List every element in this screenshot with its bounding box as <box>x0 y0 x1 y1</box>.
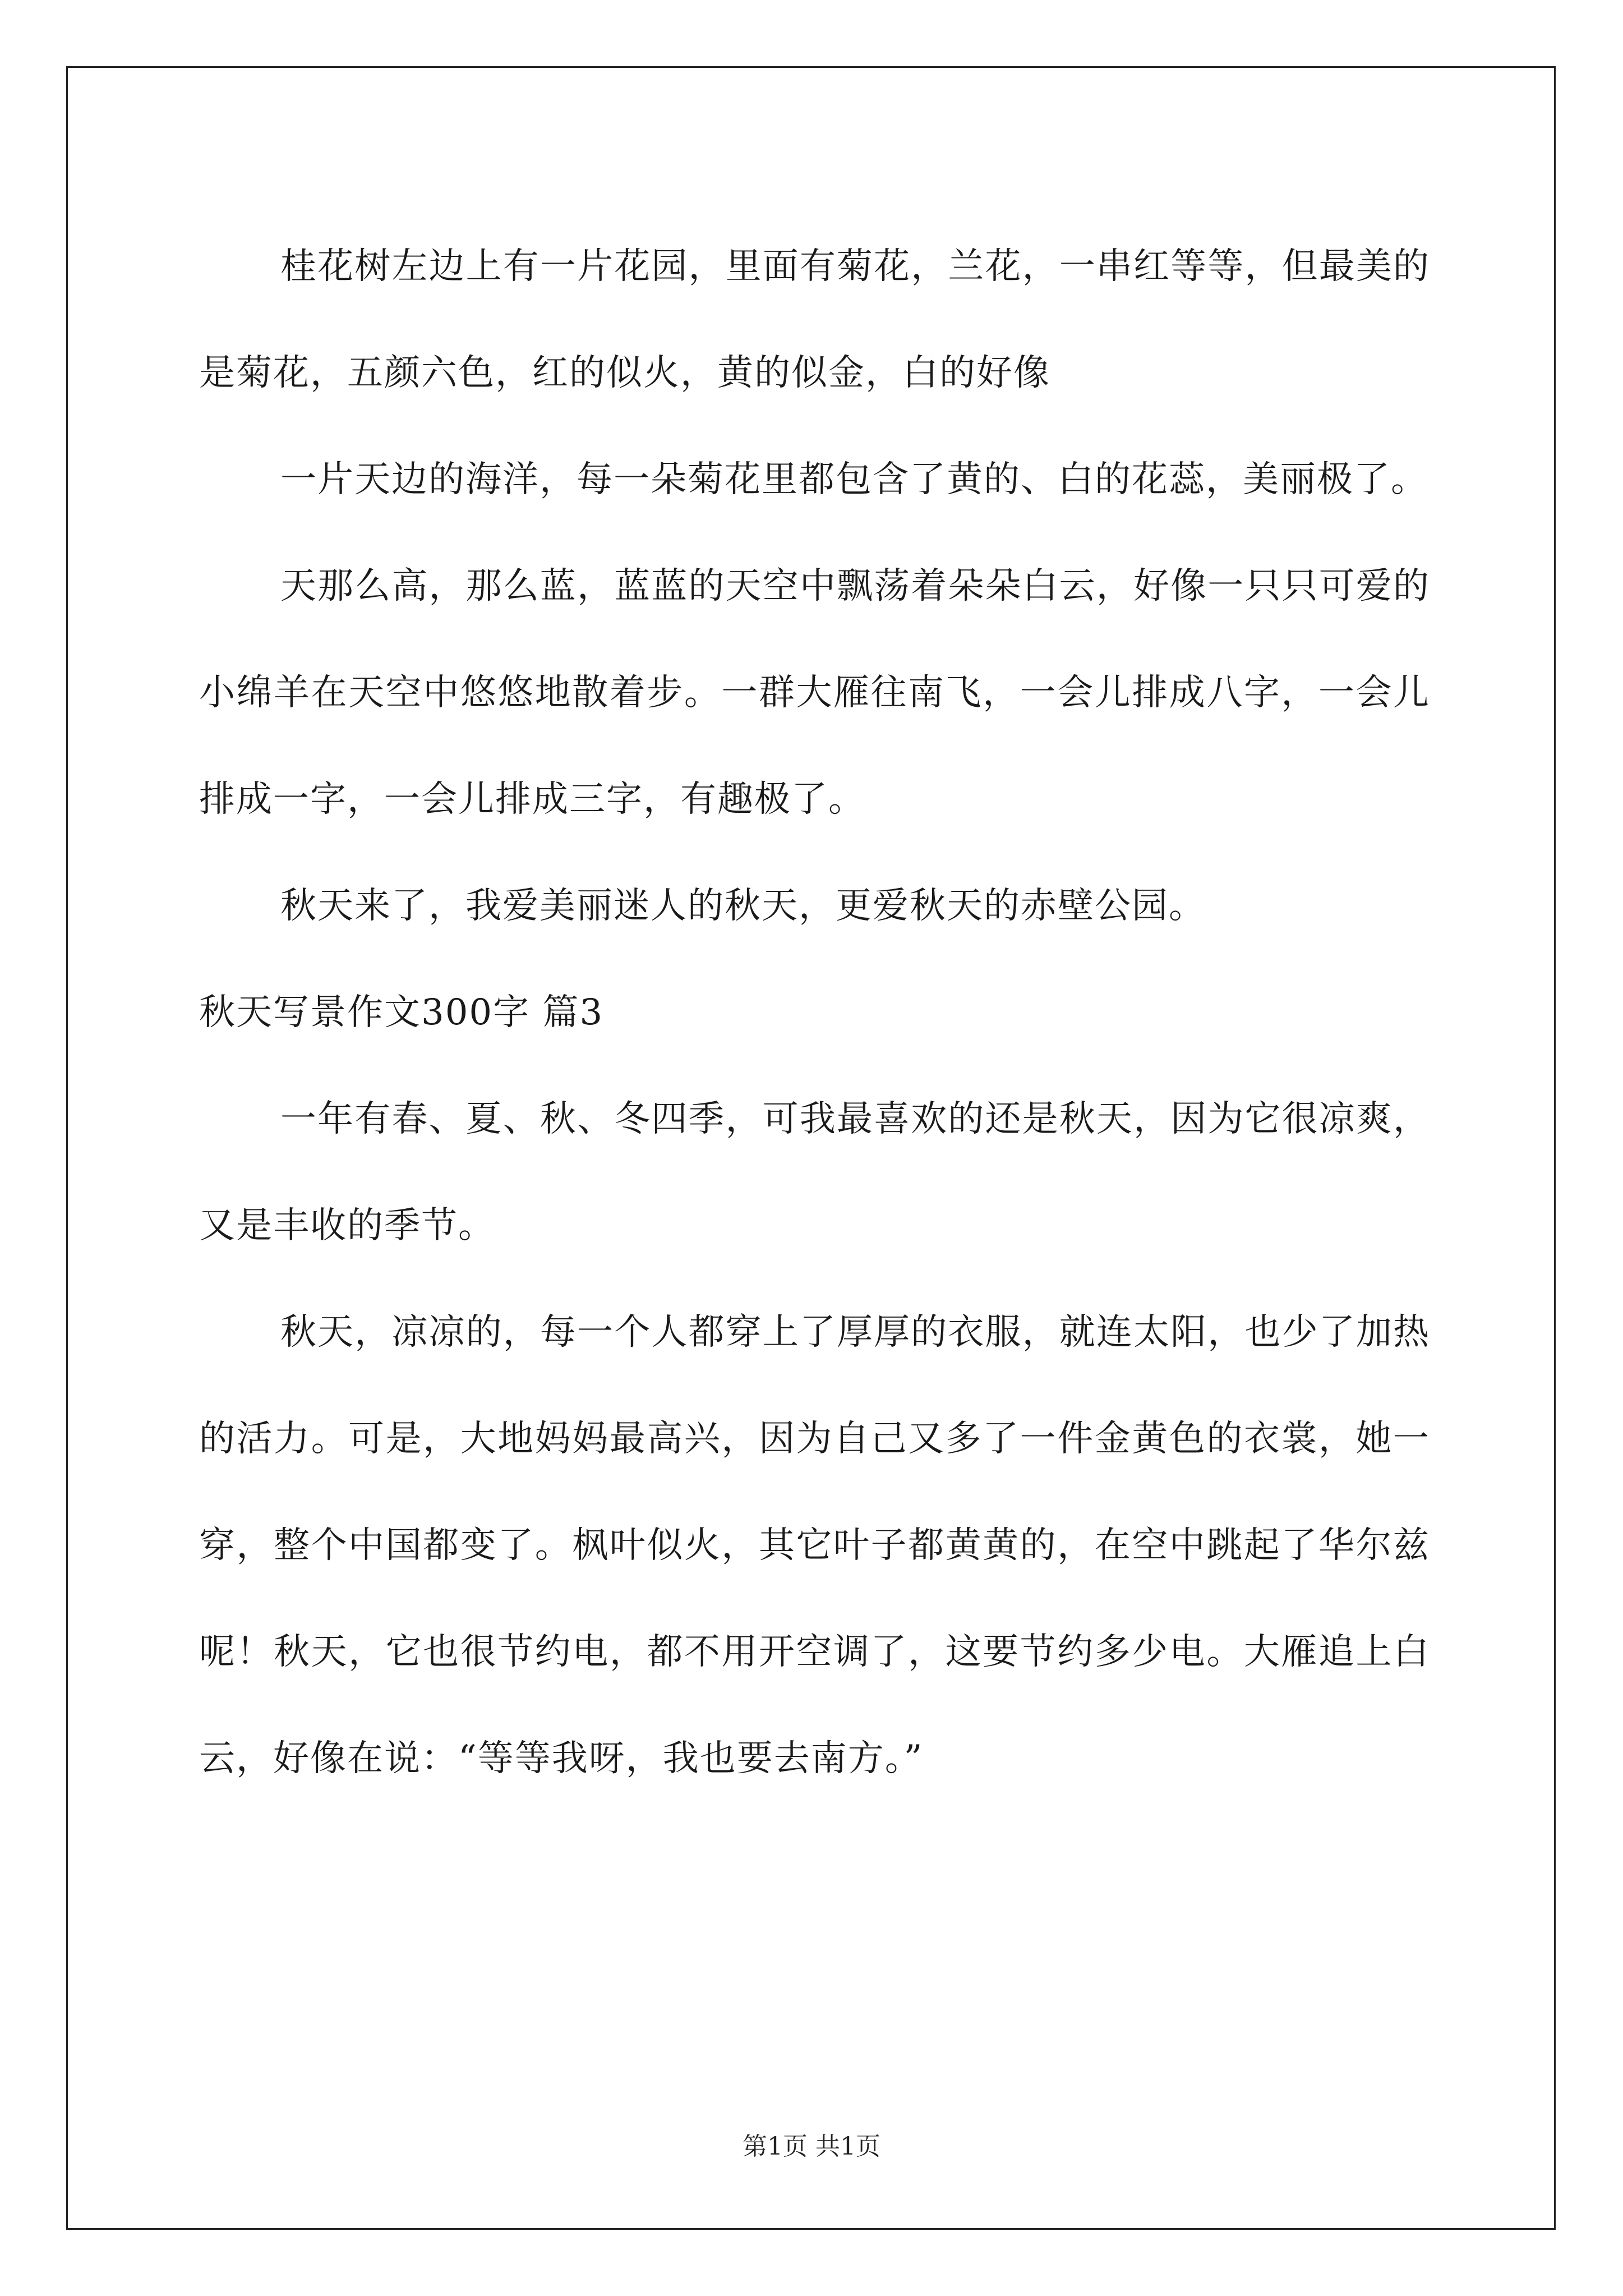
paragraph: 天那么高，那么蓝，蓝蓝的天空中飘荡着朵朵白云，好像一只只可爱的小绵羊在天空中悠悠地散着步。一群大雁往南飞，一会儿排成八字，一会儿排成一字，一会儿排成三字，有趣极了。 <box>199 565 1430 820</box>
paragraph: 秋天来了，我爱美丽迷人的秋天，更爱秋天的赤壁公园。 <box>280 885 1206 927</box>
section-heading: 秋天写景作文300字 篇3 <box>199 992 604 1033</box>
paragraph: 一年有春、夏、秋、冬四季，可我最喜欢的还是秋天，因为它很凉爽，又是丰收的季节。 <box>199 1098 1430 1246</box>
paragraph: 秋天，凉凉的，每一个人都穿上了厚厚的衣服，就连太阳，也少了加热的活力。可是，大地妈妈最高兴，因为自己又多了一件金黄色的衣裳，她一穿，整个中国都变了。枫叶似火，其它叶子都黄黄的，在空中跳起了华尔兹呢！秋天，它也很节约电，都不用开空调了，这要节约多少电。大雁追上白云，好像在说：“等等我呀，我也要去南方。” <box>199 1312 1430 1779</box>
document-body <box>199 213 1430 1812</box>
paragraph: 桂花树左边上有一片花园，里面有菊花，兰花，一串红等等，但最美的是菊花，五颜六色，红的似火，黄的似金，白的好像 <box>199 246 1430 394</box>
paragraph: 一片天边的海洋，每一朵菊花里都包含了黄的、白的花蕊，美丽极了。 <box>280 459 1428 500</box>
page-number-footer: 第1页 共1页 <box>743 2132 880 2161</box>
